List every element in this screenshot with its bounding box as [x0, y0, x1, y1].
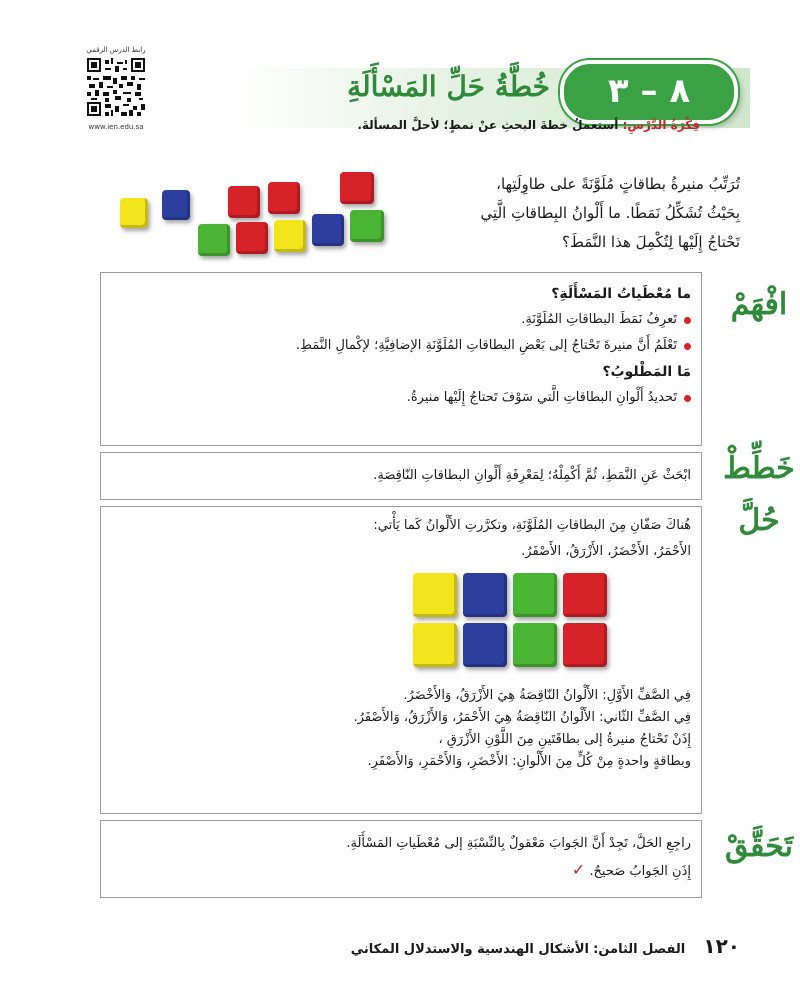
chapter-label: الفصل الثامن:: [593, 942, 686, 957]
understand-body: [131, 281, 691, 411]
card-red: [268, 182, 300, 214]
check-conclusion: إِذَنِ الجَوابُ صَحيحٌ.: [589, 864, 691, 879]
section-heading-understand: افْهَمْ: [730, 287, 788, 322]
card-green: [513, 623, 557, 667]
completed-pattern-grid: [413, 573, 613, 673]
card-green: [513, 573, 557, 617]
question-required: مَا المَطْلوبُ؟: [602, 364, 691, 380]
card-yellow: [413, 573, 457, 617]
bullet-item: تَعرِفُ نَمَطَ البطاقاتِ المُلَوَّنَةِ.: [131, 307, 691, 333]
check-line: [131, 857, 691, 885]
section-check: [100, 820, 793, 898]
card-red: [228, 186, 260, 218]
lesson-idea: [357, 118, 700, 132]
page-number: ١٢٠: [703, 934, 740, 958]
section-heading-solve: حُلَّ: [738, 503, 780, 538]
section-understand: [100, 272, 788, 446]
solve-line: فِي الصَّفِّ الثّاني: الأَلْوانُ النّاقِصَةُ هِيَ الأَحْمَرُ، وَالأَزْرَقُ، وَالأَصْفَرُ.: [353, 710, 691, 725]
plan-text: ابْحَثْ عَنِ النَّمَطِ، ثُمَّ أَكْمِلْهُ؛ لِمَعْرِفَةِ أَلْوانِ البطاقاتِ النّاقِصَةِ.: [373, 468, 691, 483]
solve-line: الأَحْمَرُ، الأَخْضَرُ، الأَزْرَقُ، الأَصْفَرُ.: [521, 544, 691, 559]
check-body: [131, 831, 691, 885]
card-blue: [463, 573, 507, 617]
section-heading-check: تَحَقَّقْ: [725, 829, 793, 864]
card-red: [236, 222, 268, 254]
section-solve: [100, 503, 780, 814]
card-red: [563, 623, 607, 667]
card-green: [198, 224, 230, 256]
chapter-title: الأشكال الهندسية والاستدلال المكاني: [350, 942, 589, 957]
card-red: [340, 172, 374, 204]
qr-label: رابط الدرس الرقمي: [86, 46, 146, 54]
bullet-item: تَعْلَمُ أَنَّ منيرةَ تَحْتاجُ إلى بَعْضِ البطاقاتِ المُلَوَّنَةِ الإضافِيَّةِ؛ لإكْمالِ النَّمَطِ.: [131, 333, 691, 359]
card-green: [350, 210, 384, 242]
solve-conclusion: [131, 685, 691, 773]
card-blue: [312, 214, 344, 246]
pattern-cards-illustration: [118, 182, 388, 262]
section-plan: [100, 451, 795, 500]
section-heading-plan: خَطِّطْ: [723, 451, 795, 486]
qr-url: www.ien.edu.sa: [88, 123, 144, 131]
problem-statement: تُرَتِّبُ منيرةُ بطاقاتٍ مُلَوَّنَةً على طاوِلَتِها، بِحَيْثُ تُشَكِّلُ نَمَطًا. ما أَلْوانُ البِطاقاتِ الَّتِي تَحْتاجُ إِلَيْها لِتُكْمِلَ هذا النَّمَطَ؟: [480, 175, 740, 251]
solve-line: فِي الصَّفِّ الأَوَّلِ: الأَلْوانُ النّاقِصَةُ هِيَ الأَزْرَقُ، وَالأَخْضَرُ.: [403, 688, 691, 703]
solve-line: هُناكَ صَفّانِ مِنَ البطاقاتِ المُلَوَّنَةِ، وتكرَّرتِ الأَلْوانُ كَما يَأْتي:: [373, 518, 691, 533]
qr-code-block[interactable]: [76, 46, 156, 154]
card-blue: [463, 623, 507, 667]
card-red: [563, 573, 607, 617]
bullet-item: تَحديدُ أَلْوانِ البطاقاتِ الَّتي سَوْفَ تَحتاجُ إِلَيْها منيرةُ.: [131, 385, 691, 411]
card-yellow: [120, 198, 148, 228]
card-yellow: [274, 220, 306, 252]
card-blue: [162, 190, 190, 220]
page-title: خُطَّةُ حَلِّ المَسْأَلَةِ: [347, 70, 550, 103]
lesson-idea-text: أستعملُ خطةَ البحثِ عنْ نمطٍ؛ لأحلَّ المسألةَ.: [357, 118, 619, 132]
question-givens: ما مُعْطَياتُ المَسْأَلَةِ؟: [551, 286, 691, 302]
page-footer: [330, 934, 740, 958]
lesson-idea-label: فِكْرَةُ الدَّرْسِ:: [622, 118, 700, 132]
qr-code-icon: [87, 58, 145, 116]
card-yellow: [413, 623, 457, 667]
solve-line: وبطاقةٍ واحدةٍ مِنْ كُلٍّ مِنَ الأَلْوانِ: الأَخْضَرِ، وَالأَحْمَرِ، وَالأَصْفَرِ.: [367, 754, 691, 769]
solve-line: إِذَنْ تَحْتاجُ منيرةُ إلى بطاقَتَينِ مِنَ اللَّوْنِ الأَزْرَقِ ،: [438, 732, 691, 747]
lesson-number-badge: ٨ – ٣: [560, 60, 738, 124]
solve-intro: [131, 513, 691, 565]
checkmark-icon: ✓: [571, 860, 586, 879]
check-line: راجِعِ الحَلَّ، تَجِدْ أَنَّ الجَوابَ مَعْقولٌ بِالنِّسْبَةِ إلى مُعْطَياتِ المَسْأَلَةِ.: [346, 836, 691, 851]
